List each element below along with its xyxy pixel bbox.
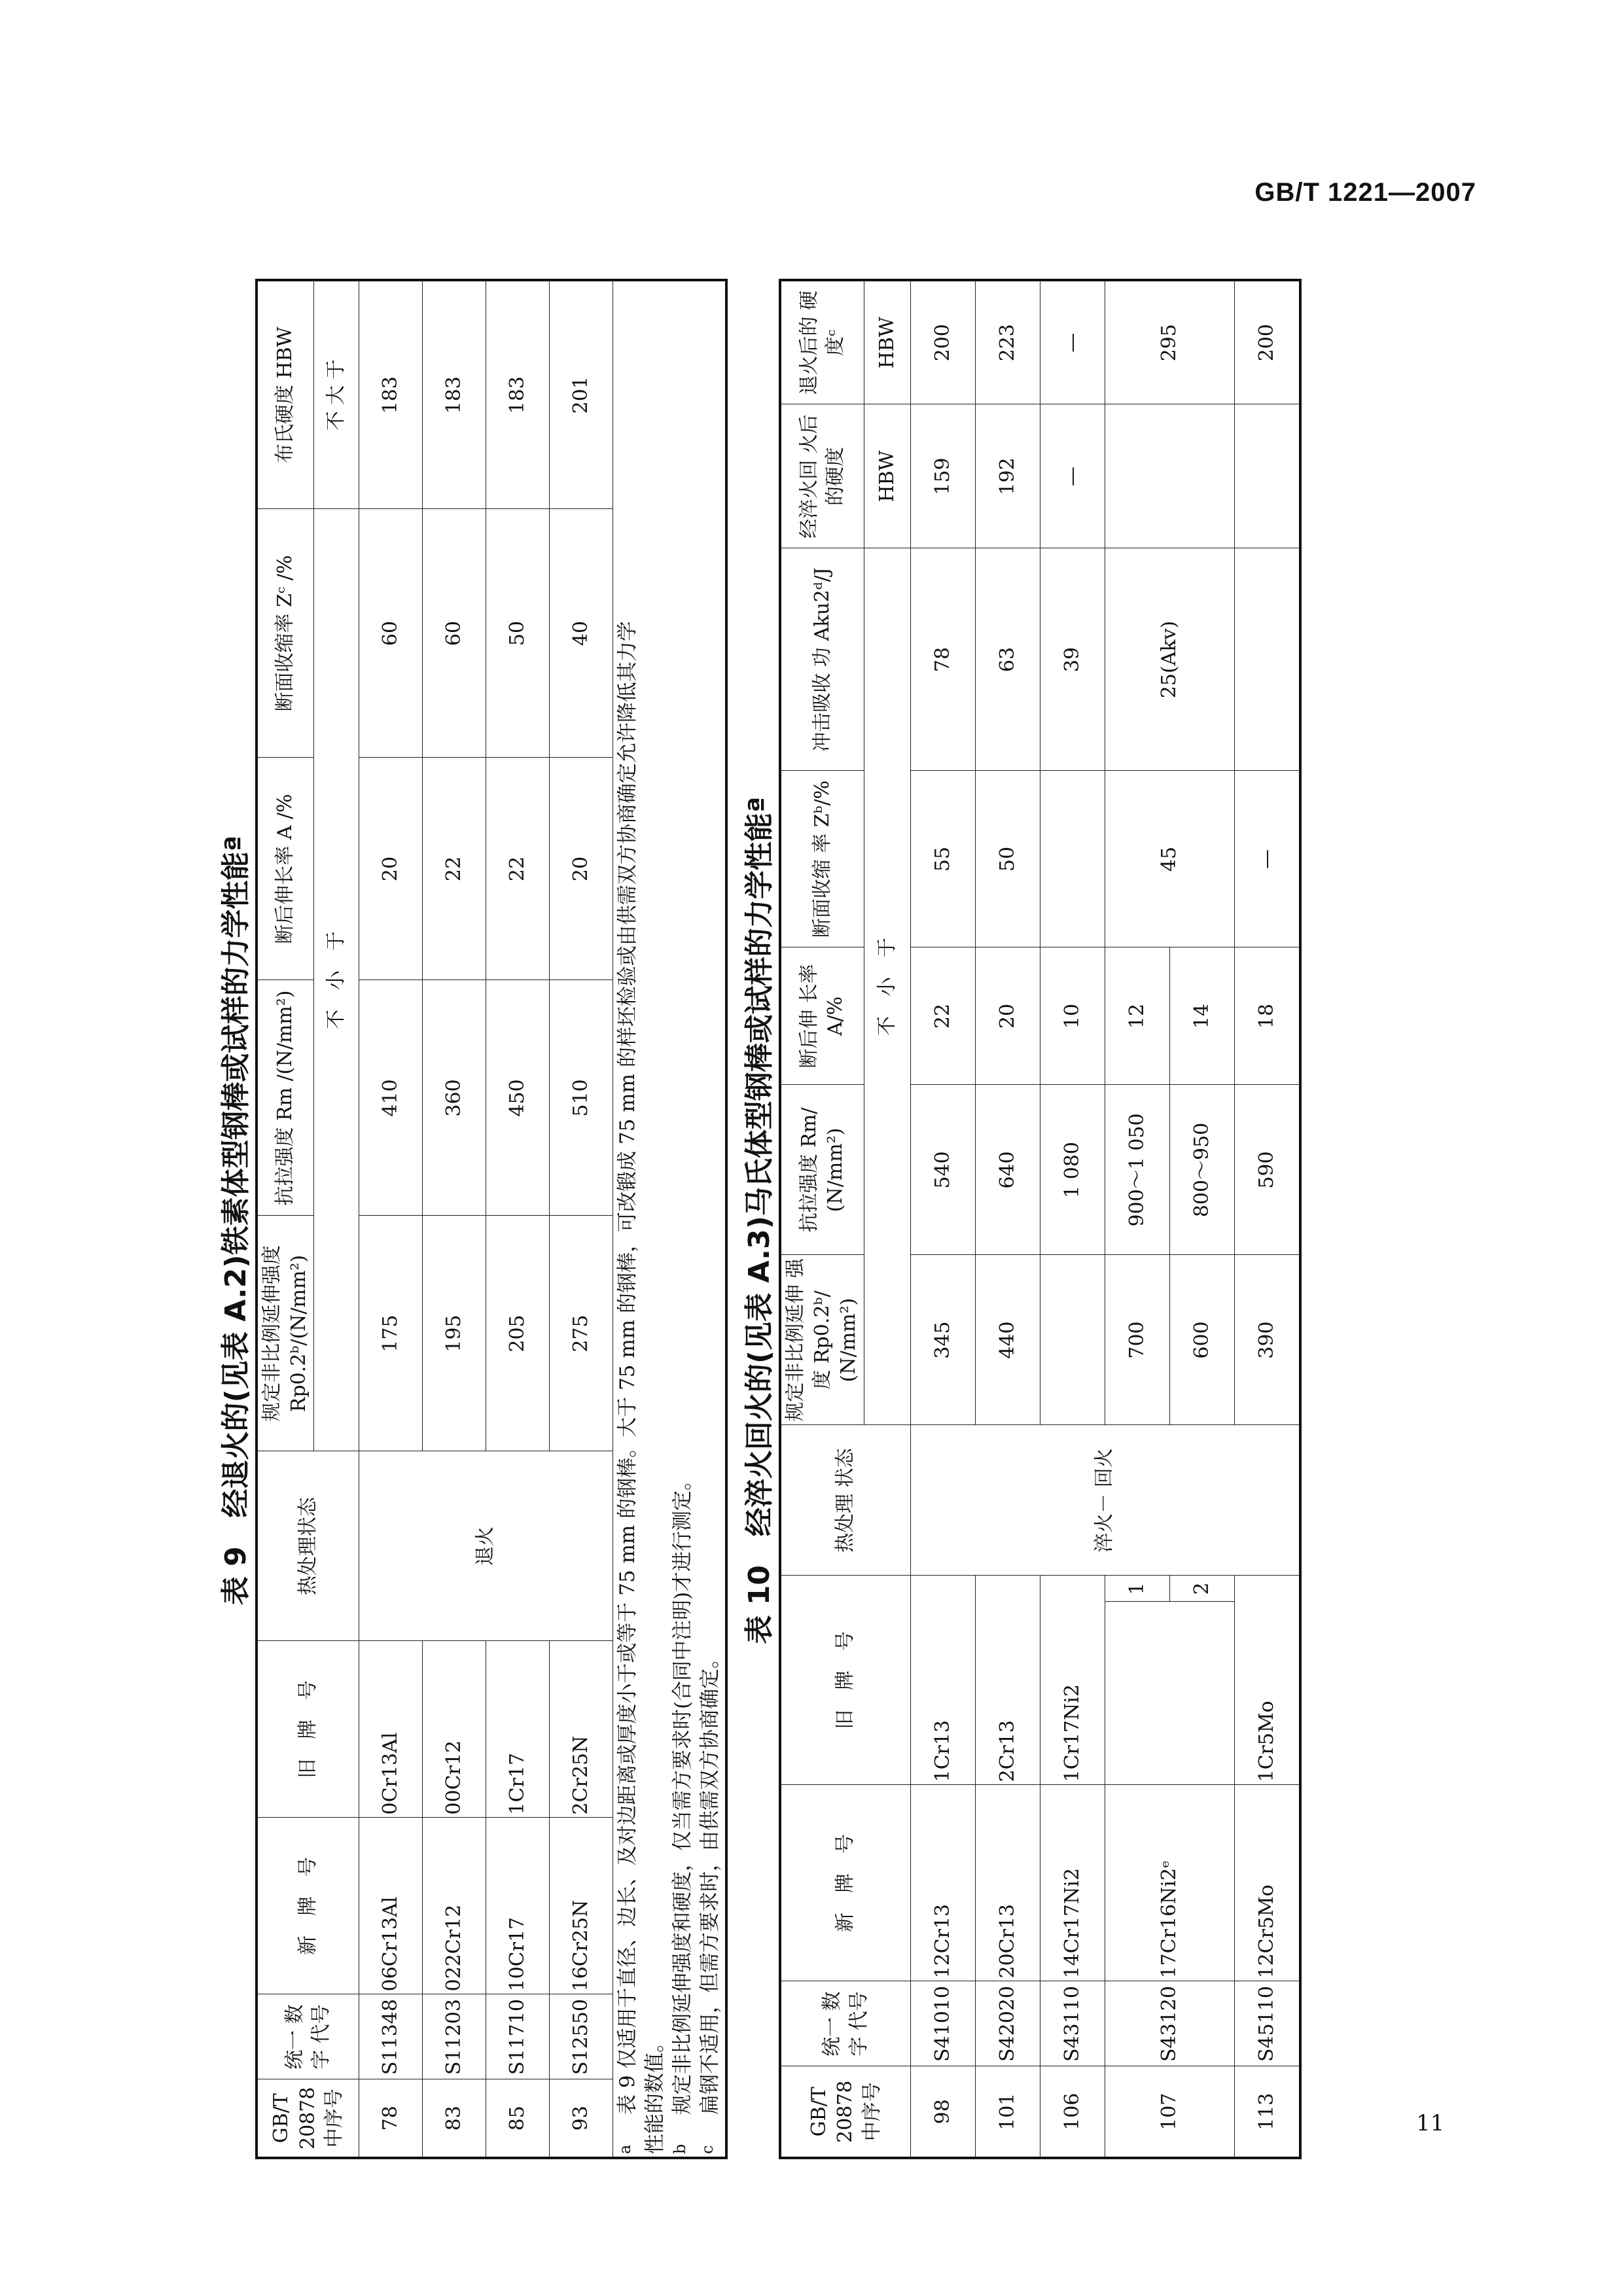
t9-cell-old: 00Cr12 <box>423 1641 486 1818</box>
t10-cell-reduction: 50 <box>975 771 1040 947</box>
t9-cell-yield: 195 <box>423 1216 486 1451</box>
t9-cell-hb: 183 <box>423 280 486 509</box>
t9-cell-reduction: 60 <box>423 509 486 758</box>
t10-cell-subindex: 1 <box>1105 1576 1169 1602</box>
t10-cell-tensile: 540 <box>910 1085 975 1255</box>
table-row <box>975 280 1040 2158</box>
t10-cell-reduction <box>1040 771 1105 947</box>
footnote <box>697 284 724 2154</box>
t9-cell-new: 022Cr12 <box>423 1818 486 1994</box>
table-row <box>359 280 423 2158</box>
t9-cell-yield: 175 <box>359 1216 423 1451</box>
t9-cell-elong: 22 <box>423 758 486 980</box>
t10-header-reduction: 断面收缩 率 Zᵇ/% <box>780 771 864 947</box>
t10-cell-impact: 78 <box>910 548 975 771</box>
t10-cell-code: S42020 <box>975 1981 1040 2066</box>
t10-header-not-less: 不 小 于 <box>864 548 910 1425</box>
t10-cell-tensile: 900～1 050 <box>1105 1085 1169 1255</box>
t9-header-heat: 热处理状态 <box>257 1451 359 1641</box>
t10-cell-impact <box>1234 548 1300 771</box>
t10-cell-subindex: 2 <box>1169 1576 1234 1602</box>
t9-header-reduction: 断面收缩率 Zᶜ /% <box>257 509 314 758</box>
rotated-content <box>217 281 1448 2159</box>
t10-cell-tensile: 800～950 <box>1169 1085 1234 1255</box>
t10-cell-impact: 63 <box>975 548 1040 771</box>
t9-cell-tensile: 450 <box>486 980 550 1216</box>
t10-cell-impact: 39 <box>1040 548 1105 771</box>
t9-cell-gbt: 93 <box>550 2079 613 2158</box>
t10-cell-hb-an: 295 <box>1105 280 1234 404</box>
t9-cell-elong: 20 <box>550 758 613 980</box>
t9-header-elong: 断后伸长率 A /% <box>257 758 314 980</box>
t10-header-old: 旧 牌 号 <box>780 1576 910 1785</box>
table9 <box>255 279 728 2159</box>
t9-cell-reduction: 60 <box>359 509 423 758</box>
standard-code: GB/T 1221—2007 <box>1254 178 1476 207</box>
footnote-text: 扁钢不适用，但需方要求时，由供需双方协商确定。 <box>698 1648 722 2115</box>
t9-header-not-more: 不 大 于 <box>314 280 359 509</box>
t10-cell-elong: 18 <box>1234 947 1300 1085</box>
t10-cell-reduction: 45 <box>1105 771 1234 947</box>
t10-cell-hb-qt <box>1234 404 1300 548</box>
t10-cell-reduction: 55 <box>910 771 975 947</box>
t10-header-hbw: HBW <box>864 404 910 548</box>
table-row <box>550 280 613 2158</box>
footnote <box>614 284 642 2154</box>
t9-cell-elong: 22 <box>486 758 550 980</box>
t10-cell-old <box>1105 1602 1234 1785</box>
t9-header-new: 新 牌 号 <box>257 1818 359 1994</box>
t10-cell-hb-an: 223 <box>975 280 1040 404</box>
t10-cell-hb-qt: 159 <box>910 404 975 548</box>
t10-cell-yield: 390 <box>1234 1255 1300 1425</box>
t9-cell-heat: 退火 <box>359 1451 613 1641</box>
t9-header-gbt: GB/T 20878 中序号 <box>257 2079 359 2158</box>
t10-cell-hb-an: — <box>1040 280 1105 404</box>
t10-cell-new: 12Cr13 <box>910 1785 975 1981</box>
footnote-text: 规定非比例延伸强度和硬度，仅当需方要求时(合同中注明)才进行测定。 <box>670 1470 694 2115</box>
table-row <box>486 280 550 2158</box>
t9-cell-old: 1Cr17 <box>486 1641 550 1818</box>
footnote-continuation: 性能的数值。 <box>643 2032 667 2154</box>
footnote-mark: b <box>670 2144 689 2154</box>
t9-cell-hb: 183 <box>486 280 550 509</box>
t9-cell-yield: 275 <box>550 1216 613 1451</box>
t10-cell-yield: 345 <box>910 1255 975 1425</box>
t10-cell-yield: 440 <box>975 1255 1040 1425</box>
t9-cell-elong: 20 <box>359 758 423 980</box>
t10-cell-gbt: 106 <box>1040 2066 1105 2158</box>
t10-cell-new: 14Cr17Ni2 <box>1040 1785 1105 1981</box>
t9-cell-code: S12550 <box>550 1994 613 2079</box>
t9-header-tensile: 抗拉强度 Rm /(N/mm²) <box>257 980 314 1216</box>
footnote <box>669 284 697 2154</box>
table-row <box>1040 280 1105 2158</box>
t10-cell-elong: 22 <box>910 947 975 1085</box>
t10-header-new: 新 牌 号 <box>780 1785 910 1981</box>
t10-cell-yield: 700 <box>1105 1255 1169 1425</box>
t9-cell-new: 10Cr17 <box>486 1818 550 1994</box>
t9-cell-gbt: 85 <box>486 2079 550 2158</box>
page-number: 11 <box>1416 2110 1445 2136</box>
table10-caption: 表 10 经淬火回火的(见表 A.3)马氏体型钢棒或试样的力学性能ª <box>743 796 777 1644</box>
t10-cell-heat: 淬火－ 回火 <box>910 1425 1300 1576</box>
t10-cell-elong: 10 <box>1040 947 1105 1085</box>
t10-cell-tensile: 590 <box>1234 1085 1300 1255</box>
t10-cell-code: S41010 <box>910 1981 975 2066</box>
t10-cell-old: 1Cr13 <box>910 1576 975 1785</box>
t10-cell-code: S45110 <box>1234 1981 1300 2066</box>
t10-cell-tensile: 1 080 <box>1040 1085 1105 1255</box>
t10-cell-gbt: 107 <box>1105 2066 1234 2158</box>
t9-cell-tensile: 410 <box>359 980 423 1216</box>
t9-cell-code: S11710 <box>486 1994 550 2079</box>
t10-cell-reduction: — <box>1234 771 1300 947</box>
t10-cell-hb-qt: 192 <box>975 404 1040 548</box>
footnote-mark: a <box>616 2144 634 2154</box>
t10-cell-yield <box>1040 1255 1105 1425</box>
t10-header-hb-qt: 经淬火回 火后的硬度 <box>780 404 864 548</box>
t9-cell-gbt: 78 <box>359 2079 423 2158</box>
footnote-mark: c <box>698 2145 717 2154</box>
table9-caption: 表 9 经退火的(见表 A.2)铁素体型钢棒或试样的力学性能ª <box>219 835 253 1606</box>
t10-cell-hb-qt: — <box>1040 404 1105 548</box>
t9-cell-tensile: 510 <box>550 980 613 1216</box>
t10-cell-new: 17Cr16Ni2ᵉ <box>1105 1785 1234 1981</box>
t9-header-yield: 规定非比例延伸强度 Rp0.2ᵇ/(N/mm²) <box>257 1216 314 1451</box>
t10-cell-elong: 14 <box>1169 947 1234 1085</box>
footnote-text: 表 9 仅适用于直径、边长、及对边距离或厚度小于或等于 75 mm 的钢棒。大于 75 mm 的钢棒，可改锻成 75 mm 的样坯检验或由供需双方协商确定允许降低其力学 <box>616 621 639 2115</box>
t10-cell-hb-qt <box>1105 404 1234 548</box>
t9-header-not-less: 不 小 于 <box>314 509 359 1451</box>
t9-cell-old: 2Cr25N <box>550 1641 613 1818</box>
t9-cell-reduction: 40 <box>550 509 613 758</box>
t10-cell-old: 1Cr5Mo <box>1234 1576 1300 1785</box>
t10-header-yield: 规定非比例延伸 强度 Rp0.2ᵇ/ (N/mm²) <box>780 1255 864 1425</box>
t9-cell-new: 16Cr25N <box>550 1818 613 1994</box>
t9-header-hardness: 布氏硬度 HBW <box>257 280 314 509</box>
t10-header-gbt: GB/T 20878 中序号 <box>780 2066 910 2158</box>
t9-cell-new: 06Cr13Al <box>359 1818 423 1994</box>
t9-cell-gbt: 83 <box>423 2079 486 2158</box>
t9-header-code: 统一 数字 代号 <box>257 1994 359 2079</box>
t10-cell-gbt: 98 <box>910 2066 975 2158</box>
t9-cell-code: S11348 <box>359 1994 423 2079</box>
table-row <box>423 280 486 2158</box>
t9-cell-old: 0Cr13Al <box>359 1641 423 1818</box>
t9-cell-code: S11203 <box>423 1994 486 2079</box>
t9-cell-tensile: 360 <box>423 980 486 1216</box>
t10-cell-gbt: 101 <box>975 2066 1040 2158</box>
t10-header-code: 统一 数字 代号 <box>780 1981 910 2066</box>
t10-cell-old: 2Cr13 <box>975 1576 1040 1785</box>
t10-cell-new: 20Cr13 <box>975 1785 1040 1981</box>
t10-header-hbw: HBW <box>864 280 910 404</box>
t9-cell-hb: 183 <box>359 280 423 509</box>
t10-cell-hb-an: 200 <box>1234 280 1300 404</box>
table9-notes <box>613 280 727 2158</box>
t10-cell-new: 12Cr5Mo <box>1234 1785 1300 1981</box>
t10-header-elong: 断后伸 长率 A/% <box>780 947 864 1085</box>
t9-header-old: 旧 牌 号 <box>257 1641 359 1818</box>
t9-cell-yield: 205 <box>486 1216 550 1451</box>
t10-cell-code: S43120 <box>1105 1981 1234 2066</box>
table10 <box>779 279 1302 2159</box>
table-row <box>910 280 975 2158</box>
t10-cell-hb-an: 200 <box>910 280 975 404</box>
t10-header-heat: 热处理 状态 <box>780 1425 910 1576</box>
table-row <box>1105 280 1169 2158</box>
t10-cell-tensile: 640 <box>975 1085 1040 1255</box>
t10-cell-impact: 25(Akv) <box>1105 548 1234 771</box>
t10-header-impact: 冲击吸收 功 Aku2ᵈ/J <box>780 548 864 771</box>
t10-header-tensile: 抗拉强度 Rm/ (N/mm²) <box>780 1085 864 1255</box>
t10-cell-elong: 20 <box>975 947 1040 1085</box>
t10-header-hb-an: 退火后的 硬度ᶜ <box>780 280 864 404</box>
table-row <box>1234 280 1300 2158</box>
t10-cell-elong: 12 <box>1105 947 1169 1085</box>
t9-cell-hb: 201 <box>550 280 613 509</box>
t9-cell-reduction: 50 <box>486 509 550 758</box>
t10-cell-code: S43110 <box>1040 1981 1105 2066</box>
t10-cell-old: 1Cr17Ni2 <box>1040 1576 1105 1785</box>
t10-cell-gbt: 113 <box>1234 2066 1300 2158</box>
t10-cell-yield: 600 <box>1169 1255 1234 1425</box>
